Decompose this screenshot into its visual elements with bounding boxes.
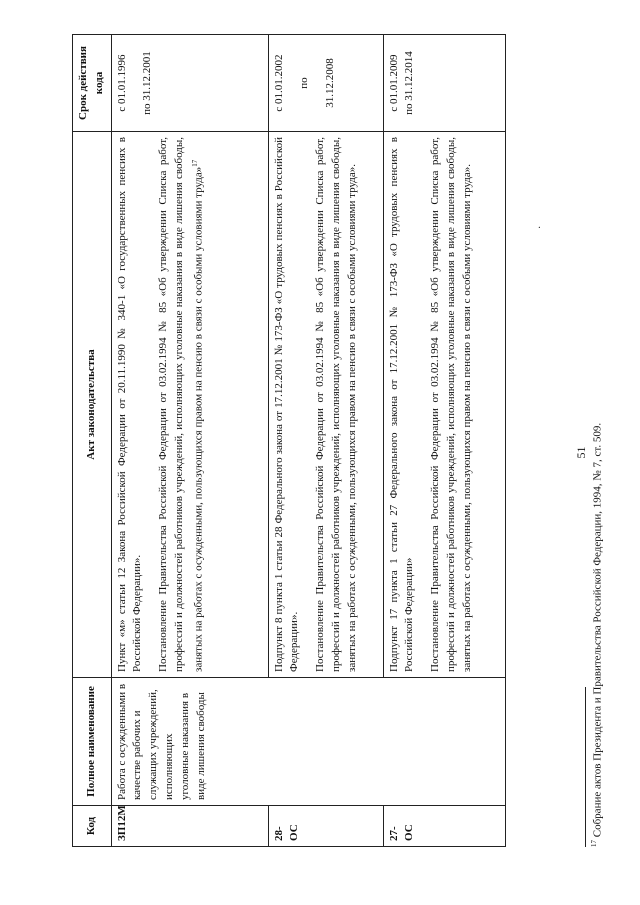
act-paragraph: Пункт «м» статьи 12 Закона Российской Федерации от 20.11.1990 № 340-1 «О государственных пенсиях в Российской Федерации». xyxy=(115,137,144,672)
acts-table xyxy=(72,34,506,847)
row-code: 28-ОС xyxy=(268,806,383,847)
period-end: 31.12.2008 xyxy=(324,58,337,108)
footnote-marker: 17 xyxy=(590,840,598,847)
act-paragraph: Постановление Правительства Российской Федерации от 03.02.1994 № 85 «Об утверждении Списка работ, профессий и должностей работников учреждений, исполняющих уголовные наказания в виде лишения свободы, занятых на работах с осужденными, пользующихся правом на пенсию в связи с особыми условиями труда». xyxy=(429,137,473,672)
row-name: Работа с осужденными в качестве рабочих и служащих учреждений, исполняющих уголовные наказания в виде лишения свободы xyxy=(111,678,505,806)
period-start: с 01.01.2002 xyxy=(272,54,285,112)
period-end: по 31.12.2014 xyxy=(403,51,416,115)
row-period xyxy=(111,35,268,132)
act-paragraph-text: Постановление Правительства Российской Федерации от 03.02.1994 № 85 «Об утверждении Списка работ, профессий и должностей работников учреждений, исполняющих уголовные наказания в виде лишения свободы, занятых на работах с осужденными, пользующихся правом на пенсию в связи с особыми условиями труда» xyxy=(157,137,205,672)
period-start: с 01.01.1996 xyxy=(115,54,128,112)
footnote xyxy=(590,423,604,847)
header-act: Акт законодательства xyxy=(73,132,112,678)
row-act xyxy=(268,132,383,678)
period-start: с 01.01.2009 xyxy=(387,54,400,112)
period-end: по 31.12.2001 xyxy=(141,51,154,115)
footnote-ref[interactable]: 17 xyxy=(190,159,199,167)
row-period xyxy=(268,35,383,132)
row-code: ЗП12М xyxy=(111,806,268,847)
act-paragraph: Подпункт 8 пункта 1 статьи 28 Федерального закона от 17.12.2001 № 173-ФЗ «О трудовых пенсиях в Российской Федерации». xyxy=(272,137,301,672)
row-code: 27-ОС xyxy=(383,806,505,847)
header-name: Полное наименование xyxy=(73,678,112,806)
table-header-row xyxy=(73,35,112,847)
footnote-divider xyxy=(585,687,586,847)
scan-mark: · xyxy=(535,225,546,229)
row-act xyxy=(383,132,505,678)
act-paragraph: Постановление Правительства Российской Федерации от 03.02.1994 № 85 «Об утверждении Списка работ, профессий и должностей работников учреждений, исполняющих уголовные наказания в виде лишения свободы, занятых на работах с осужденными, пользующихся правом на пенсию в связи с особыми условиями труда». xyxy=(314,137,358,672)
act-paragraph xyxy=(156,137,207,672)
table-row xyxy=(111,35,268,847)
act-paragraph: Подпункт 17 пункта 1 статьи 27 Федерального закона от 17.12.2001 № 173-ФЗ «О трудовых пенсиях в Российской Федерации» xyxy=(387,137,416,672)
row-period xyxy=(383,35,505,132)
footnote-text: Собрание актов Президента и Правительства Российской Федерации, 1994, № 7, ст. 509. xyxy=(591,422,604,838)
page-number: 51 xyxy=(574,446,588,459)
row-act xyxy=(111,132,268,678)
period-mid: по xyxy=(298,77,311,89)
header-code: Код xyxy=(73,806,112,847)
header-period: Срок действия кода xyxy=(73,35,112,132)
